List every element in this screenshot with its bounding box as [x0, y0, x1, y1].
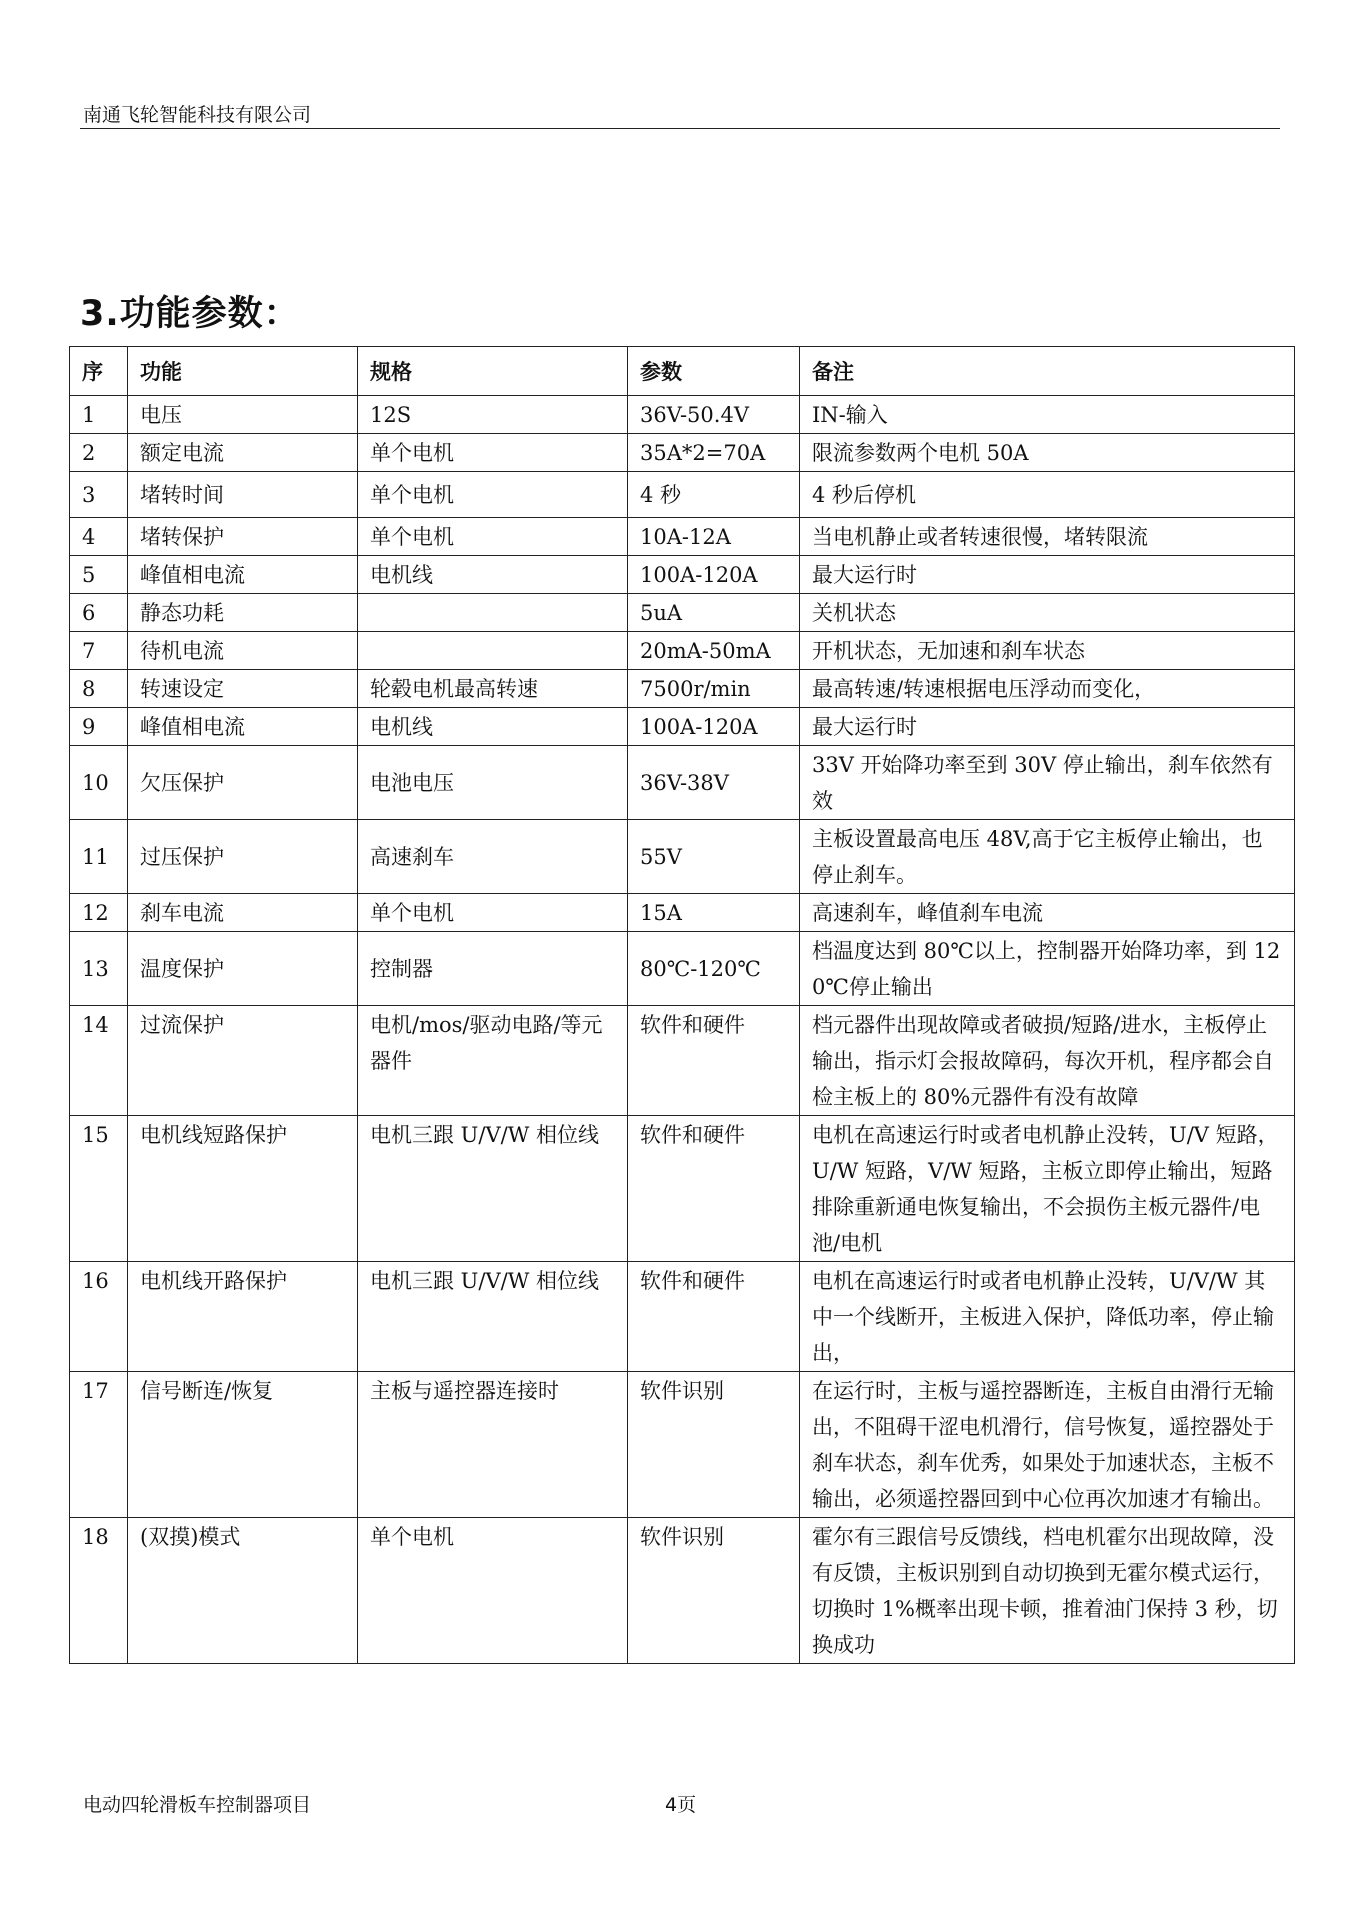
- cell-note: 高速刹车，峰值刹车电流: [800, 894, 1295, 932]
- cell-no: 18: [70, 1518, 128, 1664]
- cell-no: 12: [70, 894, 128, 932]
- table-row: [70, 820, 1295, 894]
- cell-function: 静态功耗: [128, 594, 358, 632]
- cell-no: 6: [70, 594, 128, 632]
- cell-no: 17: [70, 1372, 128, 1518]
- cell-function: 转速设定: [128, 670, 358, 708]
- table-row: [70, 1116, 1295, 1262]
- cell-function: 欠压保护: [128, 746, 358, 820]
- cell-param: 10A-12A: [628, 518, 800, 556]
- table-row: [70, 1518, 1295, 1664]
- cell-spec: 单个电机: [358, 518, 628, 556]
- table-row: [70, 670, 1295, 708]
- cell-function: 电机线开路保护: [128, 1262, 358, 1372]
- cell-spec: 单个电机: [358, 434, 628, 472]
- header-cell-note: 备注: [800, 347, 1295, 396]
- cell-function: 待机电流: [128, 632, 358, 670]
- cell-param: 20mA-50mA: [628, 632, 800, 670]
- cell-spec: 12S: [358, 396, 628, 434]
- cell-param: 15A: [628, 894, 800, 932]
- function-parameter-table: [69, 346, 1295, 1664]
- cell-spec: [358, 632, 628, 670]
- table-row: [70, 932, 1295, 1006]
- cell-param: 4 秒: [628, 472, 800, 518]
- cell-no: 1: [70, 396, 128, 434]
- table-row: [70, 518, 1295, 556]
- cell-no: 13: [70, 932, 128, 1006]
- cell-param: 100A-120A: [628, 708, 800, 746]
- table-row: [70, 1372, 1295, 1518]
- cell-spec: 控制器: [358, 932, 628, 1006]
- cell-param: 35A*2=70A: [628, 434, 800, 472]
- table-row: [70, 556, 1295, 594]
- cell-function: 温度保护: [128, 932, 358, 1006]
- cell-note: 开机状态，无加速和刹车状态: [800, 632, 1295, 670]
- header-cell-param: 参数: [628, 347, 800, 396]
- cell-param: 软件和硬件: [628, 1262, 800, 1372]
- cell-spec: 轮毂电机最高转速: [358, 670, 628, 708]
- cell-note: 最高转速/转速根据电压浮动而变化，: [800, 670, 1295, 708]
- cell-param: 软件和硬件: [628, 1116, 800, 1262]
- cell-no: 16: [70, 1262, 128, 1372]
- header-cell-no: 序: [70, 347, 128, 396]
- cell-function: 刹车电流: [128, 894, 358, 932]
- table-row: [70, 396, 1295, 434]
- cell-no: 7: [70, 632, 128, 670]
- cell-note: 最大运行时: [800, 556, 1295, 594]
- cell-spec: 单个电机: [358, 894, 628, 932]
- cell-spec: 电机线: [358, 556, 628, 594]
- cell-note: 霍尔有三跟信号反馈线，档电机霍尔出现故障，没有反馈，主板识别到自动切换到无霍尔模式运行，切换时 1%概率出现卡顿，推着油门保持 3 秒，切换成功: [800, 1518, 1295, 1664]
- cell-param: 100A-120A: [628, 556, 800, 594]
- footer-project-name: 电动四轮滑板车控制器项目: [83, 1794, 312, 1816]
- cell-param: 软件识别: [628, 1518, 800, 1664]
- cell-note: 档温度达到 80℃以上，控制器开始降功率，到 120℃停止输出: [800, 932, 1295, 1006]
- header-company-name: 南通飞轮智能科技有限公司: [83, 104, 312, 126]
- cell-no: 14: [70, 1006, 128, 1116]
- cell-function: 峰值相电流: [128, 556, 358, 594]
- cell-spec: 电池电压: [358, 746, 628, 820]
- table-row: [70, 1262, 1295, 1372]
- cell-note: 当电机静止或者转速很慢，堵转限流: [800, 518, 1295, 556]
- cell-spec: 电机三跟 U/V/W 相位线: [358, 1116, 628, 1262]
- cell-function: 电机线短路保护: [128, 1116, 358, 1262]
- cell-no: 11: [70, 820, 128, 894]
- cell-note: 电机在高速运行时或者电机静止没转，U/V/W 其中一个线断开，主板进入保护，降低功率，停止输出，: [800, 1262, 1295, 1372]
- cell-param: 5uA: [628, 594, 800, 632]
- cell-spec: 电机三跟 U/V/W 相位线: [358, 1262, 628, 1372]
- cell-function: 过流保护: [128, 1006, 358, 1116]
- cell-param: 软件识别: [628, 1372, 800, 1518]
- cell-function: 峰值相电流: [128, 708, 358, 746]
- cell-no: 10: [70, 746, 128, 820]
- cell-note: 33V 开始降功率至到 30V 停止输出，刹车依然有效: [800, 746, 1295, 820]
- cell-no: 4: [70, 518, 128, 556]
- cell-note: 限流参数两个电机 50A: [800, 434, 1295, 472]
- cell-spec: 电机/mos/驱动电路/等元器件: [358, 1006, 628, 1116]
- table-body: [70, 347, 1295, 1664]
- table-header-row: [70, 347, 1295, 396]
- cell-note: 最大运行时: [800, 708, 1295, 746]
- cell-function: 过压保护: [128, 820, 358, 894]
- header-cell-function: 功能: [128, 347, 358, 396]
- cell-no: 15: [70, 1116, 128, 1262]
- table-row: [70, 434, 1295, 472]
- table-row: [70, 594, 1295, 632]
- cell-note: 4 秒后停机: [800, 472, 1295, 518]
- table-row: [70, 472, 1295, 518]
- cell-param: 软件和硬件: [628, 1006, 800, 1116]
- cell-spec: 单个电机: [358, 472, 628, 518]
- cell-spec: 单个电机: [358, 1518, 628, 1664]
- table-row: [70, 632, 1295, 670]
- cell-no: 3: [70, 472, 128, 518]
- table-row: [70, 746, 1295, 820]
- cell-no: 8: [70, 670, 128, 708]
- cell-param: 55V: [628, 820, 800, 894]
- cell-note: IN-输入: [800, 396, 1295, 434]
- cell-param: 7500r/min: [628, 670, 800, 708]
- cell-note: 电机在高速运行时或者电机静止没转，U/V 短路，U/W 短路，V/W 短路，主板立即停止输出，短路排除重新通电恢复输出，不会损伤主板元器件/电池/电机: [800, 1116, 1295, 1262]
- table-row: [70, 708, 1295, 746]
- cell-note: 档元器件出现故障或者破损/短路/进水，主板停止输出，指示灯会报故障码，每次开机，程序都会自检主板上的 80%元器件有没有故障: [800, 1006, 1295, 1116]
- cell-function: 堵转时间: [128, 472, 358, 518]
- cell-no: 5: [70, 556, 128, 594]
- cell-function: 额定电流: [128, 434, 358, 472]
- footer-page-number: 4页: [665, 1794, 697, 1816]
- cell-function: (双摸)模式: [128, 1518, 358, 1664]
- cell-param: 36V-50.4V: [628, 396, 800, 434]
- cell-function: 电压: [128, 396, 358, 434]
- cell-param: 36V-38V: [628, 746, 800, 820]
- cell-function: 堵转保护: [128, 518, 358, 556]
- cell-spec: 主板与遥控器连接时: [358, 1372, 628, 1518]
- cell-spec: 电机线: [358, 708, 628, 746]
- cell-function: 信号断连/恢复: [128, 1372, 358, 1518]
- cell-note: 在运行时，主板与遥控器断连，主板自由滑行无输出，不阻碍干涩电机滑行，信号恢复，遥控器处于刹车状态，刹车优秀，如果处于加速状态，主板不输出，必须遥控器回到中心位再次加速才有输出。: [800, 1372, 1295, 1518]
- table-row: [70, 894, 1295, 932]
- header-divider: [80, 128, 1280, 129]
- cell-no: 9: [70, 708, 128, 746]
- cell-note: 关机状态: [800, 594, 1295, 632]
- cell-note: 主板设置最高电压 48V,高于它主板停止输出，也停止刹车。: [800, 820, 1295, 894]
- cell-param: 80℃-120℃: [628, 932, 800, 1006]
- header-cell-spec: 规格: [358, 347, 628, 396]
- cell-spec: 高速刹车: [358, 820, 628, 894]
- cell-spec: [358, 594, 628, 632]
- table-row: [70, 1006, 1295, 1116]
- section-title: 3.功能参数：: [80, 294, 300, 334]
- cell-no: 2: [70, 434, 128, 472]
